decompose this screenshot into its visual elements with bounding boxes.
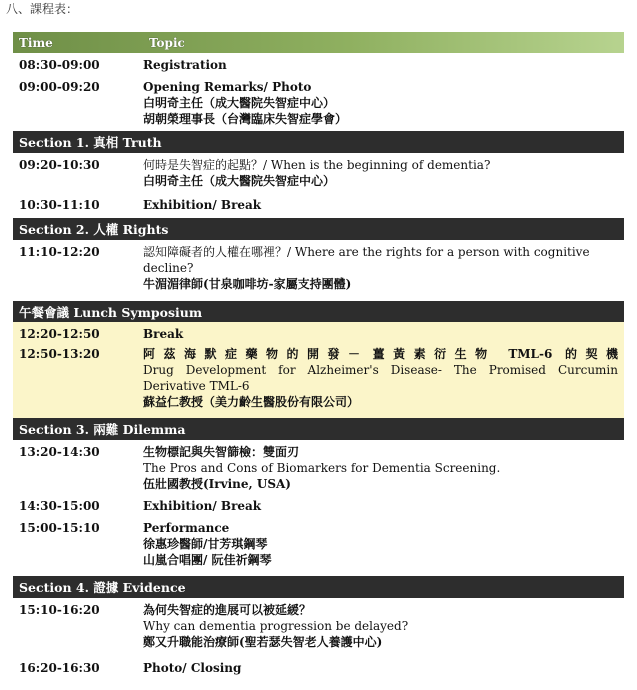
topic-cell: Photo/ Closing <box>143 661 242 675</box>
time-cell: 11:10-12:20 <box>19 245 100 259</box>
topic-cell <box>143 244 624 301</box>
schedule-heading: 八、課程表： <box>6 2 79 16</box>
table-row <box>13 520 624 576</box>
table-row <box>13 444 624 498</box>
topic-cell: Exhibition/ Break <box>143 198 262 212</box>
topic-cell <box>143 602 624 660</box>
time-cell: 14:30-15:00 <box>19 499 100 513</box>
topic-line: 生物標記與失智篩檢：雙面刃 <box>143 445 300 459</box>
topic-line: 為何失智症的進展可以被延緩？ <box>143 603 312 617</box>
time-column-header: Time <box>19 35 53 50</box>
topic-cell <box>143 520 624 576</box>
table-row <box>13 346 624 418</box>
section-header-evidence: Section 4. 證據 Evidence <box>13 576 624 598</box>
topic-cell: Registration <box>143 58 227 72</box>
performer-line: 徐惠珍醫師/甘芳琪鋼琴 <box>143 537 268 551</box>
table-row <box>13 244 624 301</box>
topic-line: Drug Development for Alzheimer's Disease- The Promised Curcumin Derivative TML-6 <box>143 363 618 393</box>
table-header <box>13 32 624 53</box>
table-row <box>13 79 624 131</box>
topic-line: The Pros and Cons of Biomarkers for Dementia Screening. <box>143 461 501 475</box>
section-header-truth: Section 1. 真相 Truth <box>13 131 624 153</box>
time-cell: 15:00-15:10 <box>19 521 100 535</box>
time-cell: 08:30-09:00 <box>19 58 100 72</box>
time-cell: 13:20-14:30 <box>19 445 100 459</box>
speaker-line: 鄭又升職能治療師(聖若瑟失智老人養護中心) <box>143 635 383 649</box>
topic-line: 認知障礙者的人權在哪裡？/ Where are the rights for a person with cognitive decline? <box>143 245 590 275</box>
schedule-table <box>13 32 624 678</box>
time-cell: 09:00-09:20 <box>19 80 100 94</box>
table-row <box>13 57 624 79</box>
table-row <box>13 660 624 678</box>
time-cell: 12:20-12:50 <box>19 327 100 341</box>
topic-column-header: Topic <box>149 35 185 50</box>
topic-cell: Exhibition/ Break <box>143 499 262 513</box>
topic-cell <box>143 79 624 131</box>
topic-line: Opening Remarks/ Photo <box>143 80 312 94</box>
table-row <box>13 157 624 197</box>
topic-line: Why can dementia progression be delayed? <box>143 619 409 633</box>
section-header-dilemma: Section 3. 兩難 Dilemma <box>13 418 624 440</box>
lunch-block <box>13 322 624 418</box>
time-cell: 15:10-16:20 <box>19 603 100 617</box>
speaker-line: 蘇益仁教授（美力齡生醫股份有限公司） <box>143 395 360 409</box>
time-cell: 10:30-11:10 <box>19 198 100 212</box>
time-cell: 16:20-16:30 <box>19 661 100 675</box>
topic-cell <box>143 346 624 418</box>
topic-line: 阿茲海默症藥物的開發－ 薑黃素衍生物 TML-6 的契機 <box>143 347 618 361</box>
table-row <box>13 498 624 520</box>
speaker-line: 白明奇主任（成大醫院失智症中心） <box>143 96 336 110</box>
speaker-line: 伍壯國教授(Irvine, USA) <box>143 477 291 491</box>
topic-line: 何時是失智症的起點？/ When is the beginning of dementia? <box>143 158 491 172</box>
topic-line: Performance <box>143 521 230 535</box>
performer-line: 山嵐合唱團/ 阮佳祈鋼琴 <box>143 553 272 567</box>
time-cell: 09:20-10:30 <box>19 158 100 172</box>
speaker-line: 白明奇主任（成大醫院失智症中心） <box>143 174 336 188</box>
section-header-rights: Section 2. 人權 Rights <box>13 218 624 240</box>
table-row <box>13 197 624 218</box>
time-cell: 12:50-13:20 <box>19 347 100 361</box>
table-row <box>13 602 624 660</box>
topic-cell <box>143 157 624 197</box>
topic-cell <box>143 444 624 498</box>
section-header-lunch-symposium: 午餐會議 Lunch Symposium <box>13 301 624 322</box>
topic-cell: Break <box>143 327 184 341</box>
speaker-line: 牛湄湄律師(甘泉咖啡坊-家屬支持團體) <box>143 277 352 291</box>
table-row <box>13 322 624 346</box>
speaker-line: 胡朝榮理事長（台灣臨床失智症學會） <box>143 112 348 126</box>
